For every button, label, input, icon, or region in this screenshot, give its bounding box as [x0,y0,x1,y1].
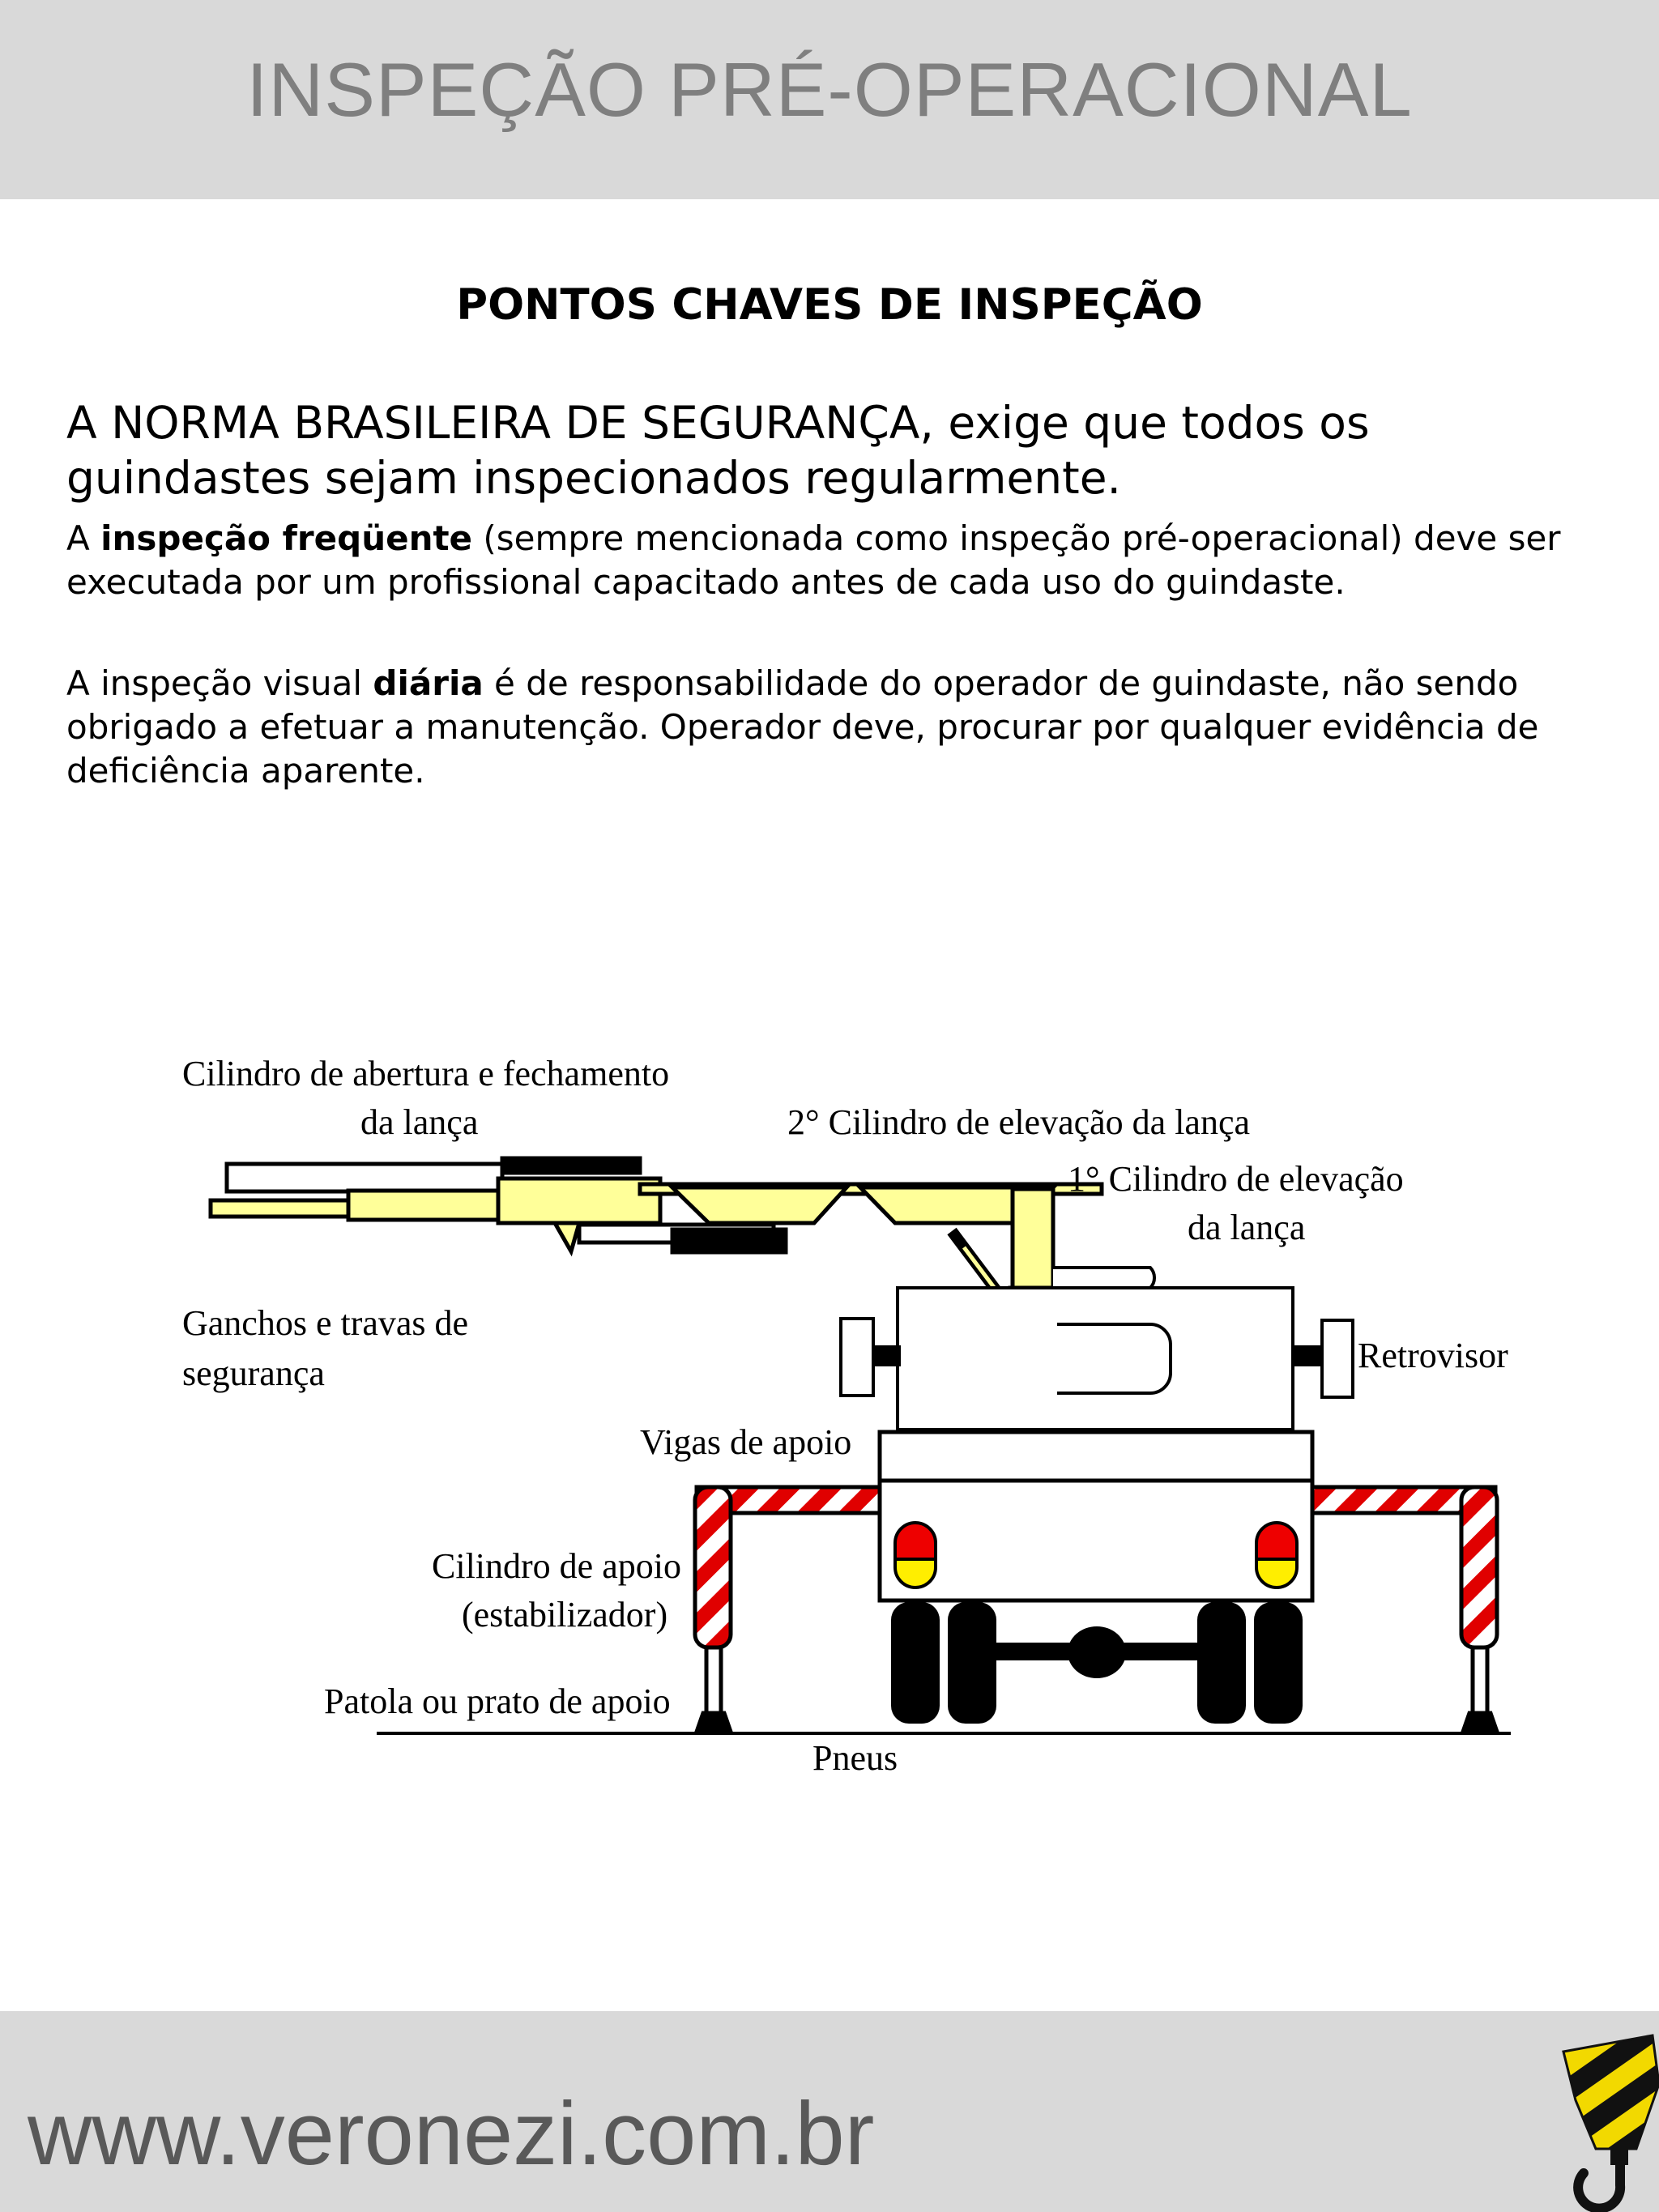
label-support-cylinder-1: Cilindro de apoio [432,1546,681,1586]
outrigger-right [1461,1487,1497,1732]
paragraph1-bold: inspeção freqüente [100,518,473,558]
label-cylinder-open-close-2: da lança [360,1102,479,1142]
paragraph1-prefix: A [66,518,101,558]
footer-url: www.veronezi.com.br [28,2084,875,2184]
label-hooks-locks-1: Ganchos e travas de [182,1303,469,1343]
label-tires: Pneus [812,1738,898,1778]
lead-paragraph: A NORMA BRASILEIRA DE SEGURANÇA, exige que todos os guindastes sejam inspecionados regularmente. [66,397,1370,504]
page-title: INSPEÇÃO PRÉ-OPERACIONAL [246,47,1413,132]
paragraph1-suffix: (sempre mencionada como inspeção pré-operacional) deve ser executada por um profissional capacitado antes de cada uso do guindaste. [66,518,1561,602]
label-cylinder-open-close-1: Cilindro de abertura e fechamento [182,1054,670,1093]
truck-cab [841,1268,1353,1430]
label-second-lift-cylinder: 2° Cilindro de elevação da lança [787,1102,1251,1142]
boom-telescopic [211,1158,1102,1252]
crane-truck-diagram [0,1021,1659,1798]
label-hooks-locks-2: segurança [182,1353,325,1393]
paragraph-daily-inspection [66,662,1606,793]
label-outrigger-pad: Patola ou prato de apoio [324,1681,671,1721]
label-first-lift-cylinder-2: da lança [1188,1208,1306,1247]
paragraph-frequent-inspection [66,517,1606,604]
crane-hook-icon [1547,2011,1659,2212]
label-mirror: Retrovisor [1358,1336,1508,1375]
section-title: PONTOS CHAVES DE INSPEÇÃO [456,280,1203,330]
label-support-beams: Vigas de apoio [640,1422,852,1462]
label-support-cylinder-2: (estabilizador) [462,1595,668,1634]
paragraph2-bold: diária [373,663,484,703]
paragraph2-prefix: A inspeção visual [66,663,373,703]
wheels [891,1602,1303,1724]
outrigger-left [695,1487,731,1732]
label-first-lift-cylinder-1: 1° Cilindro de elevação [1068,1159,1404,1199]
paragraph2-suffix: é de responsabilidade do operador de guindaste, não sendo obrigado a efetuar a manutenção. Operador deve, procurar por qualquer evidência de deficiência aparente. [66,663,1539,791]
